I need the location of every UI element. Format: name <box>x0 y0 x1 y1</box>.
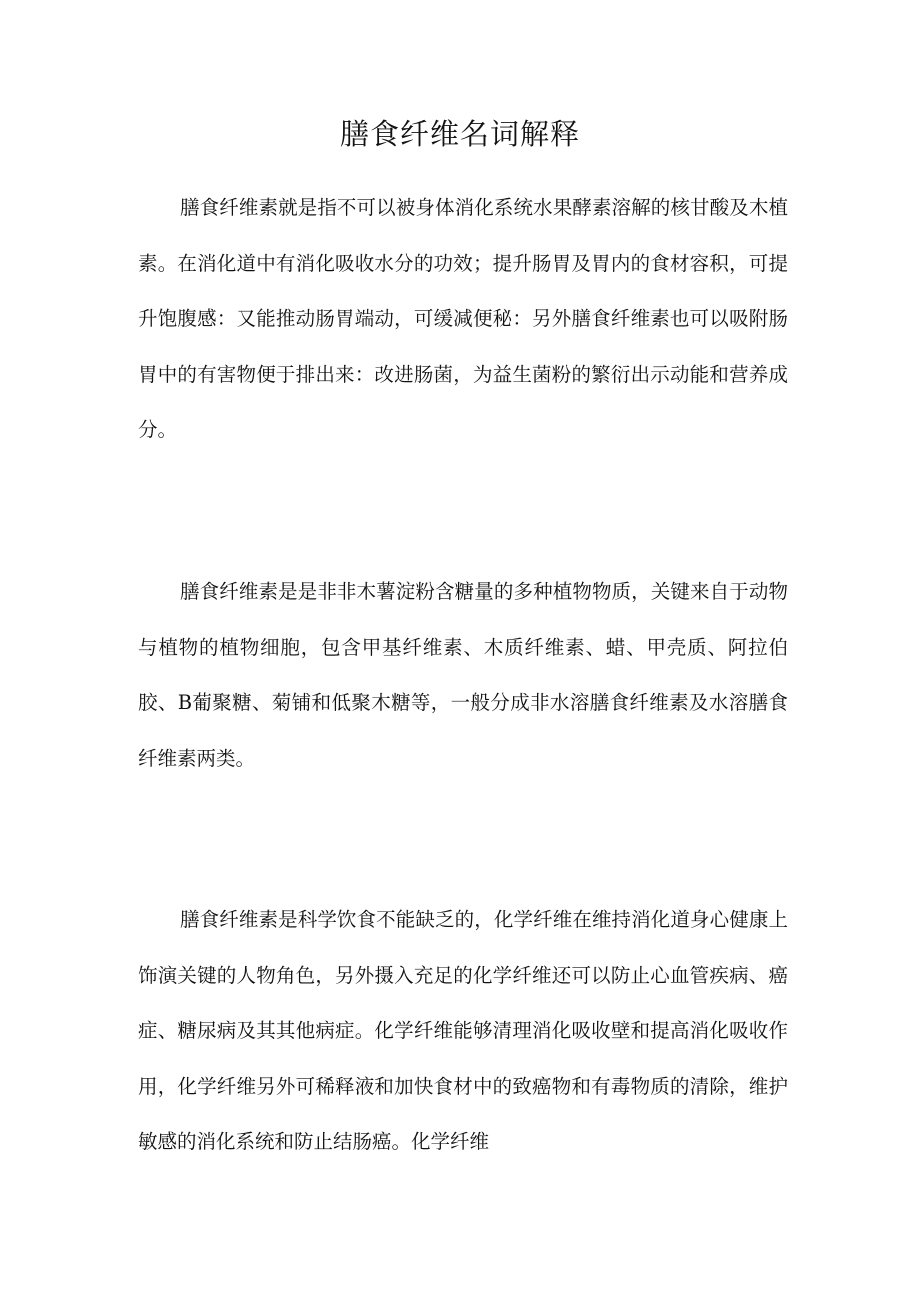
paragraph-1: 膳食纤维素就是指不可以被身体消化系统水果酵素溶解的核甘酸及木植素。在消化道中有消化吸收水分的功效；提升肠胃及胃内的食材容积，可提升饱腹感：又能推动肠胃端动，可缓减便秘：另外膳食纤维素也可以吸附肠胃中的有害物便于排出来：改进肠菌，为益生菌粉的繁衍出示动能和营养成分。 <box>138 196 788 441</box>
paragraph-2: 膳食纤维素是是非非木薯淀粉含糖量的多种植物物质，关键来自于动物与植物的植物细胞，包含甲基纤维素、木质纤维素、蜡、甲壳质、阿拉伯胶、B葡聚糖、菊铺和低聚木糖等，一般分成非水溶膳食纤维素及水溶膳食纤维素两类。 <box>138 580 788 770</box>
document-title: 膳食纤维名词解释 <box>339 117 580 151</box>
paragraph-3: 膳食纤维素是科学饮食不能缺乏的，化学纤维在维持消化道身心健康上饰演关键的人物角色，另外摄入充足的化学纤维还可以防止心血管疾病、癌症、糖尿病及其其他病症。化学纤维能够清理消化吸收壁和提高消化吸收作用，化学纤维另外可稀释液和加快食材中的致癌物和有毒物质的清除，维护敏感的消化系统和防止结肠癌。化学纤维 <box>138 908 788 1153</box>
